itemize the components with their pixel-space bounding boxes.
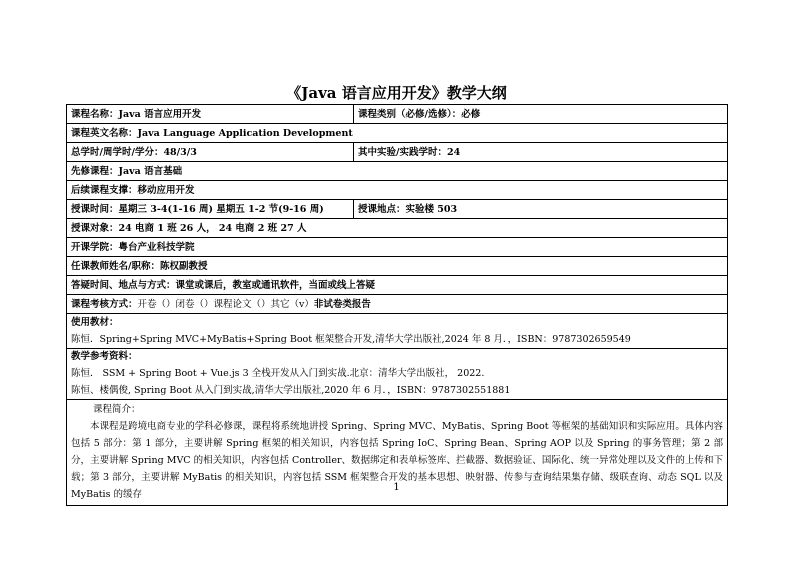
course-outline-table [66,104,728,506]
row-prerequisite [67,162,728,181]
college-cell: 开课学院：粤台产业科技学院 [67,238,728,257]
page-title: 《Java 语言应用开发》教学大纲 [286,84,507,102]
reference-entry: 陈恒、楼偶俊, Spring Boot 从入门到实战,清华大学出版社,2020 年 6 月．，ISBN：9787302551881 [71,385,511,396]
assessment-cell [67,295,728,314]
location-cell: 授课地点：实验楼 503 [354,200,728,219]
row-references [67,349,728,400]
row-teacher [67,257,728,276]
row-assessment [67,295,728,314]
lab-hours-cell: 其中实验/实践学时：24 [354,143,728,162]
row-english-name [67,124,728,143]
audience-cell: 授课对象：24 电商 1 班 26 人， 24 电商 2 班 27 人 [67,219,728,238]
row-college [67,238,728,257]
english-name-cell: 课程英文名称：Java Language Application Development [67,124,728,143]
assessment-options: 开卷（）闭卷（）课程论文（）其它（v） [137,298,314,310]
row-office-hours [67,276,728,295]
prerequisite-cell: 先修课程：Java 语言基础 [67,162,728,181]
assessment-label: 课程考核方式： [71,298,138,310]
course-name-cell: 课程名称：Java 语言应用开发 [67,105,354,124]
course-category-cell: 课程类别（必修/选修）：必修 [354,105,728,124]
office-hours-cell: 答疑时间、地点与方式：课堂或课后，教室或通讯软件，当面或线上答疑 [67,276,728,295]
teacher-cell: 任课教师姓名/职称：陈权副教授 [67,257,728,276]
page-number: 1 [393,482,400,493]
following-course-cell: 后续课程支撑：移动应用开发 [67,181,728,200]
row-textbook [67,314,728,349]
row-following [67,181,728,200]
references-cell [67,349,728,400]
hours-credits-cell: 总学时/周学时/学分：48/3/3 [67,143,354,162]
intro-body: 本课程是跨境电商专业的学科必修课，课程将系统地讲授 Spring、Spring MVC、MyBatis、Spring Boot 等框架的基础知识和实际应用。具体内容包括 5 部分：第 1 部分，主要讲解 Spring 框架的相关知识，内容包括 Spring IoC、Spring Bean、Spring AOP 以及 Spring 的事务管理；第 2 部分，主要讲解 Spring MVC 的相关知识，内容包括 Controller、数据绑定和表单标签库、拦截器、数据验证、国际化、统一异常处理以及文件的上传和下载；第 3 部分，主要讲解 MyBatis 的相关知识，内容包括 SSM 框架整合开发的基本思想、映射器、传参与查询结果集存储、级联查询、动态 SQL 以及 MyBatis 的缓存 [71,421,723,500]
reference-entry: 陈恒． SSM + Spring Boot + Vue.js 3 全栈开发从入门到实战.北京：清华大学出版社， 2022. [71,368,485,379]
schedule-cell: 授课时间：星期三 3-4(1-16 周) 星期五 1-2 节(9-16 周) [67,200,354,219]
row-schedule [67,200,728,219]
row-hours [67,143,728,162]
intro-heading: 课程简介： [93,404,141,415]
textbook-entry: 陈恒．Spring+Spring MVC+MyBatis+Spring Boot 框架整合开发,清华大学出版社,2024 年 8 月．，ISBN：9787302659549 [71,333,631,345]
textbook-heading: 使用教材： [71,316,119,328]
assessment-choice: 非试卷类报告 [313,298,371,310]
row-course-name [67,105,728,124]
textbook-cell [67,314,728,349]
row-audience [67,219,728,238]
references-heading: 教学参考资料： [71,351,138,362]
